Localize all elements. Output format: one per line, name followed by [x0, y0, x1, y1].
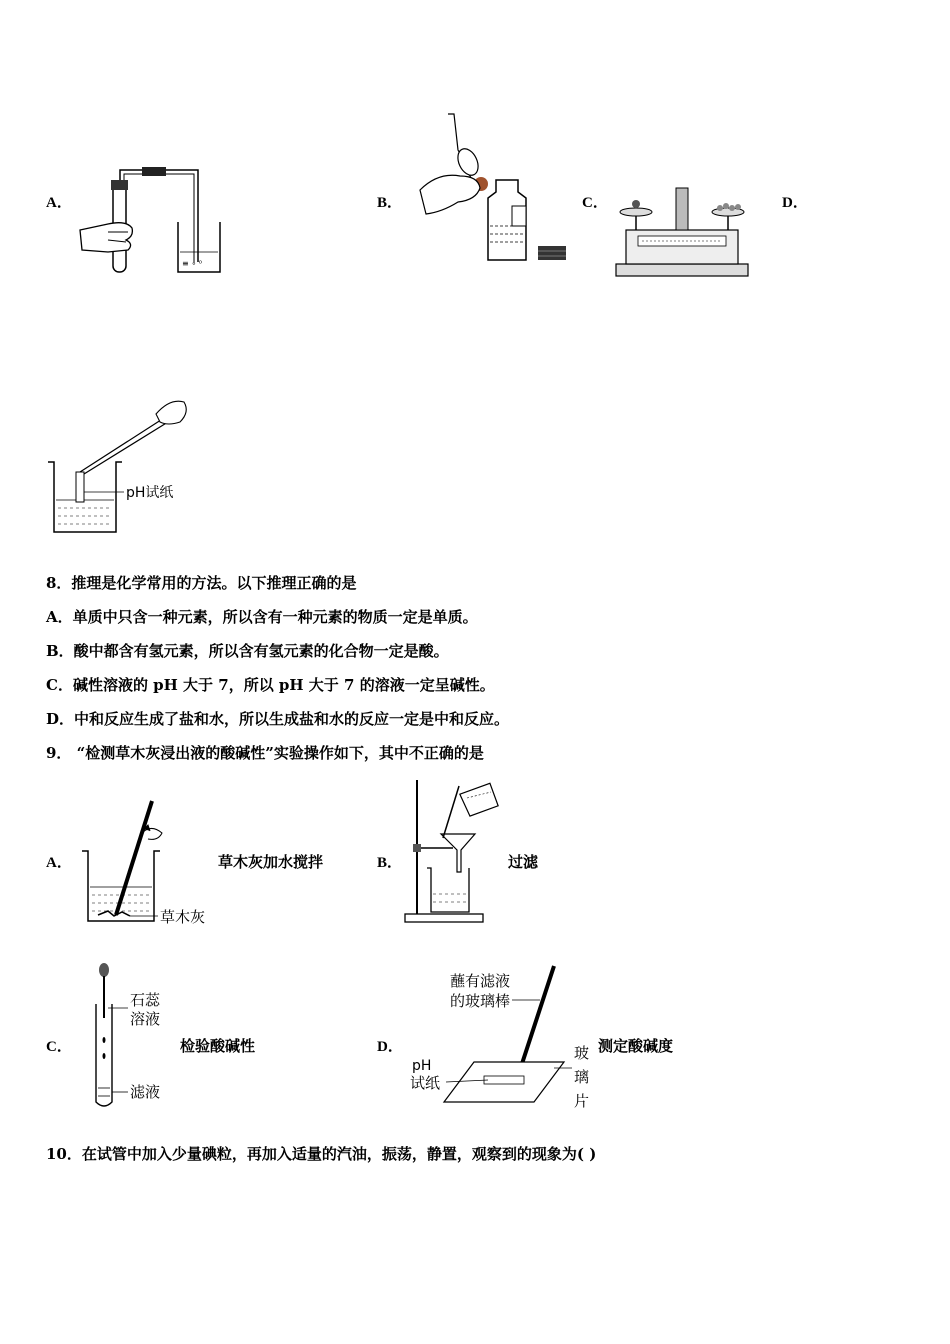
glass-label-1: 玻 [574, 1044, 590, 1062]
q9-option-b-letter: B． [377, 855, 403, 871]
q8-option-a: A．单质中只含一种元素，所以含有一种元素的物质一定是单质。 [46, 608, 478, 626]
q8-stem: 8．推理是化学常用的方法。以下推理正确的是 [46, 574, 357, 592]
airtightness-check-figure [78, 162, 228, 277]
q9-option-d-letter: D． [377, 1039, 403, 1055]
dropper-bottle-figure [418, 110, 578, 270]
rod-label-line2: 的玻璃棒 [450, 992, 511, 1010]
q9-option-c-caption: 检验酸碱性 [180, 1037, 256, 1055]
q9-option-a-caption: 草木灰加水搅拌 [218, 853, 324, 871]
q9-option-c-letter: C． [46, 1039, 72, 1055]
option-a-letter: A． [46, 195, 72, 211]
ph-paper-label: pH试纸 [126, 485, 174, 501]
q9-option-a-letter: A． [46, 855, 72, 871]
litmus-label-line1: 石蕊 [130, 991, 161, 1009]
rod-label-line1: 蘸有滤液 [450, 972, 511, 990]
ph-label-line1: pH [412, 1058, 432, 1074]
option-b-letter: B． [377, 195, 403, 211]
q8-option-c: C．碱性溶液的 pH 大于 7，所以 pH 大于 7 的溶液一定呈碱性。 [46, 676, 495, 694]
balance-figure [612, 184, 752, 280]
q9-option-d-caption: 测定酸碱度 [598, 1037, 674, 1055]
q10-stem: 10．在试管中加入少量碘粒，再加入适量的汽油，振荡，静置，观察到的现象为( ) [46, 1145, 597, 1163]
stirring-figure [78, 795, 218, 930]
ph-label-line2: 试纸 [410, 1074, 441, 1092]
filtration-figure [403, 776, 503, 926]
q8-option-d: D．中和反应生成了盐和水，所以生成盐和水的反应一定是中和反应。 [46, 710, 510, 728]
ph-paper-figure [44, 388, 194, 538]
litmus-label-line2: 溶液 [130, 1010, 161, 1028]
glass-label-2: 璃 [574, 1068, 590, 1086]
svg-text:≡ ∘ ⁰: ≡ ∘ ⁰ [182, 259, 203, 268]
q9-option-b-caption: 过滤 [508, 853, 539, 871]
litmus-test-figure [88, 960, 180, 1110]
glass-label-3: 片 [574, 1092, 590, 1110]
q8-option-b: B．酸中都含有氢元素，所以含有氢元素的化合物一定是酸。 [46, 642, 449, 660]
plant-ash-label: 草木灰 [160, 908, 206, 926]
option-d-letter: D． [782, 195, 808, 211]
filtrate-label: 滤液 [130, 1083, 161, 1101]
option-c-letter: C． [582, 195, 608, 211]
ph-measurement-figure [404, 962, 596, 1112]
q9-stem: 9． “检测草木灰浸出液的酸碱性”实验操作如下，其中不正确的是 [46, 744, 484, 762]
